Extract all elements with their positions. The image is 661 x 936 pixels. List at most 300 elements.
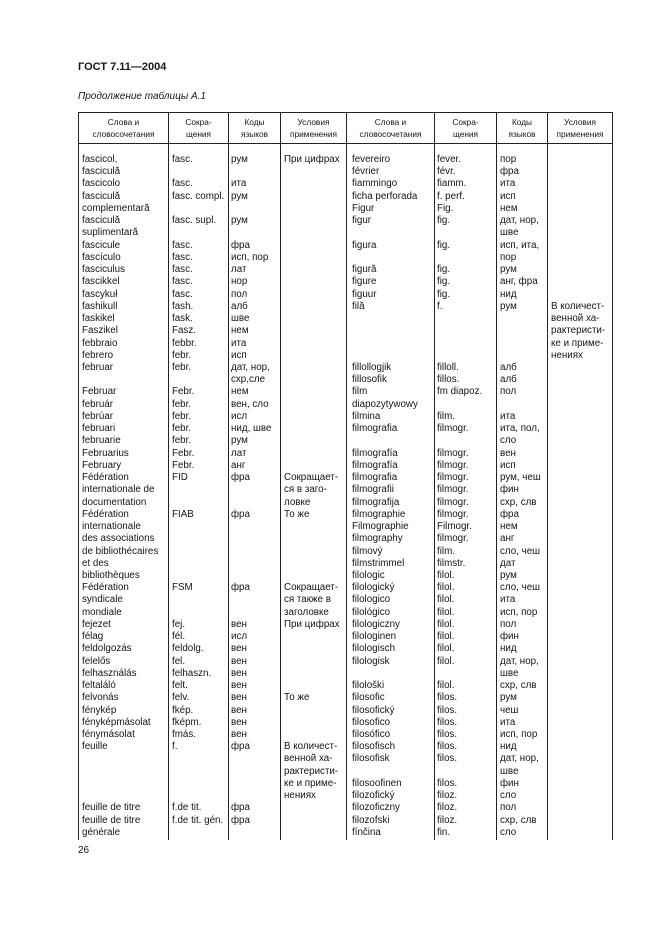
word-cell: fillosofik (352, 374, 387, 386)
usage-conditions-cell (547, 705, 613, 717)
usage-conditions-cell (547, 594, 613, 606)
word-cell: filmographie (352, 508, 406, 520)
usage-conditions-cell (280, 643, 346, 655)
word-cell: filologisch (352, 643, 396, 655)
table-row (78, 264, 346, 276)
usage-conditions-cell (280, 301, 346, 313)
abbreviation-cell: f. (437, 300, 443, 312)
language-codes-cell: фра (231, 582, 250, 594)
language-codes-cell: исп, пор (500, 729, 538, 741)
word-cell: filosofisk (352, 753, 390, 765)
abbreviation-cell: FSM (172, 582, 193, 594)
abbreviation-cell: FID (172, 472, 188, 484)
abbreviation-cell (434, 350, 496, 362)
word-cell (346, 350, 434, 362)
table-row (346, 741, 613, 753)
abbreviation-cell (168, 558, 228, 570)
table-row (78, 717, 346, 729)
usage-conditions-cell (547, 619, 613, 631)
language-codes-cell: рум (500, 264, 517, 276)
table-row (78, 802, 346, 814)
usage-conditions-cell (280, 178, 346, 190)
language-codes-cell: сло (500, 435, 517, 447)
usage-conditions-cell (547, 448, 613, 460)
abbreviation-cell: febr. (172, 349, 192, 361)
abbreviation-cell: felt. (172, 680, 188, 692)
usage-conditions-cell (547, 191, 613, 203)
table-row (346, 509, 613, 521)
abbreviation-cell: filmogr. (437, 459, 469, 471)
word-cell: februarie (82, 435, 121, 447)
language-codes-cell: ита (500, 178, 516, 190)
header-line: языков (508, 129, 536, 139)
word-cell: felvonás (82, 692, 119, 704)
usage-conditions-cell (280, 289, 346, 301)
usage-conditions-cell (547, 423, 613, 435)
language-codes-cell: рум, чеш (500, 472, 541, 484)
language-codes-cell (228, 827, 280, 839)
table-row (346, 240, 613, 252)
word-cell: Februarius (82, 447, 129, 459)
word-cell: faskikel (82, 313, 115, 325)
word-cell: fasciculă (82, 190, 121, 202)
table-row (346, 448, 613, 460)
table-row (78, 154, 346, 166)
header-line: Условия (564, 117, 596, 127)
table-row (78, 521, 346, 533)
table-row (78, 313, 346, 325)
usage-conditions-cell (547, 362, 613, 374)
language-codes-cell: дат (500, 557, 516, 569)
word-cell: figuur (352, 288, 377, 300)
table-row (78, 570, 346, 582)
usage-conditions-cell (547, 558, 613, 570)
abbreviation-cell: fasc. (172, 178, 193, 190)
abbreviation-cell (434, 252, 496, 264)
usage-conditions-cell (280, 227, 346, 239)
word-cell: feldolgozás (82, 643, 132, 655)
language-codes-cell: ита (500, 716, 516, 728)
word-cell: filmina (352, 410, 381, 422)
word-cell: filmografii (352, 484, 394, 496)
abbreviation-cell (434, 338, 496, 350)
abbreviation-cell: f. perf. (437, 190, 465, 202)
header-usage-conditions (548, 113, 612, 143)
header-line: Слова и (374, 117, 407, 127)
language-codes-cell: ита (231, 337, 247, 349)
table-row (346, 546, 613, 558)
abbreviation-cell: filoz. (437, 802, 458, 814)
word-cell: filosoofinen (352, 777, 402, 789)
abbreviation-cell: fig. (437, 215, 451, 227)
usage-conditions-cell (547, 154, 613, 166)
word-cell (346, 313, 434, 325)
table-row (346, 399, 613, 411)
table-row (346, 350, 613, 362)
header-line: Коды (244, 117, 265, 127)
usage-conditions-cell (547, 741, 613, 753)
header-line: Сокра- (185, 117, 212, 127)
language-codes-cell (496, 399, 547, 411)
language-codes-cell: нид, шве (231, 423, 272, 435)
language-codes-cell: фин (500, 484, 519, 496)
usage-conditions-cell (280, 203, 346, 215)
abbreviation-cell: filoz. (437, 814, 458, 826)
usage-conditions-cell (547, 227, 613, 239)
table-row (346, 484, 613, 496)
language-codes-cell: фра (231, 508, 250, 520)
usage-conditions-cell (280, 656, 346, 668)
word-cell: fascikkel (82, 276, 120, 288)
abbreviation-cell: fképm. (172, 716, 202, 728)
language-codes-cell: схр,сле (231, 374, 266, 386)
usage-conditions-cell (280, 802, 346, 814)
usage-conditions-cell (280, 435, 346, 447)
word-cell: filosofic (352, 692, 385, 704)
usage-conditions-cell (280, 215, 346, 227)
word-cell: félag (82, 631, 104, 643)
usage-conditions-cell: То же (284, 692, 310, 704)
usage-conditions-cell (280, 717, 346, 729)
word-cell: générale (82, 826, 121, 838)
usage-conditions-cell (547, 717, 613, 729)
language-codes-cell: чеш (500, 704, 519, 716)
table-row (346, 301, 613, 313)
table-row (346, 411, 613, 423)
word-cell: fevereiro (352, 154, 391, 165)
word-cell: Fédération (82, 508, 129, 520)
table-row (78, 533, 346, 545)
word-cell: fénykép (82, 704, 117, 716)
usage-conditions-cell (280, 166, 346, 178)
table-row (78, 680, 346, 692)
word-cell: filosofický (352, 704, 395, 716)
table-row (346, 680, 613, 692)
usage-conditions-cell: Сокращает- (284, 582, 339, 594)
usage-conditions-cell (547, 411, 613, 423)
word-cell: fasciculă (82, 166, 121, 178)
language-codes-cell: фин (500, 777, 519, 789)
abbreviation-cell (168, 497, 228, 509)
word-cell: fascicule (82, 239, 121, 251)
language-codes-cell: анг, фра (500, 276, 538, 288)
language-codes-cell: сло, чеш (500, 545, 541, 557)
table-row (78, 178, 346, 190)
word-cell: filologiczny (352, 618, 400, 630)
abbreviation-cell: fillos. (437, 374, 460, 386)
abbreviation-cell (168, 570, 228, 582)
abbreviation-cell: févr. (437, 166, 456, 178)
usage-conditions-cell (547, 399, 613, 411)
word-cell (78, 753, 168, 765)
word-cell: filológico (352, 606, 391, 618)
usage-conditions-cell (280, 240, 346, 252)
abbreviation-cell: filos. (437, 692, 458, 704)
usage-conditions-cell (547, 497, 613, 509)
table-row (78, 766, 346, 778)
table-row (78, 460, 346, 472)
word-cell (346, 435, 434, 447)
usage-conditions-cell: ловке (284, 496, 311, 508)
usage-conditions-cell (547, 827, 613, 839)
word-cell: felelős (82, 655, 111, 667)
usage-conditions-cell: рактеристи- (284, 765, 339, 777)
language-codes-cell: вен (231, 618, 247, 630)
usage-conditions-cell (280, 558, 346, 570)
usage-conditions-cell (280, 546, 346, 558)
page-number: 26 (78, 845, 90, 856)
abbreviation-cell: feldolg. (172, 643, 204, 655)
abbreviation-cell: fasc. supl. (172, 215, 217, 227)
language-codes-cell (228, 533, 280, 545)
abbreviation-cell: filmogr. (437, 508, 469, 520)
usage-conditions-cell: В количест- (551, 300, 605, 312)
usage-conditions-cell (280, 705, 346, 717)
table-row (78, 619, 346, 631)
abbreviation-cell: fasc. (172, 251, 193, 263)
abbreviation-cell (168, 607, 228, 619)
table-row (78, 191, 346, 203)
language-codes-cell: фин (500, 631, 519, 643)
word-cell: diapozytywowy (352, 398, 418, 410)
language-codes-cell: пор (500, 154, 517, 165)
table-row (346, 582, 613, 594)
table-row (78, 643, 346, 655)
table-body-left (78, 154, 346, 839)
word-cell: documentation (82, 496, 147, 508)
abbreviation-cell: filmogr. (437, 423, 469, 435)
abbreviation-cell: felv. (172, 692, 190, 704)
table-caption: Продолжение таблицы А.1 (78, 91, 206, 102)
word-cell: febbraio (82, 337, 118, 349)
abbreviation-cell: fin. (437, 826, 451, 838)
word-cell: figur (352, 215, 372, 227)
usage-conditions-cell (547, 582, 613, 594)
usage-conditions-cell: Сокращает- (284, 472, 339, 484)
word-cell: fényképmásolat (82, 716, 151, 728)
table-row (78, 166, 346, 178)
word-cell: mondiale (82, 606, 122, 618)
abbreviation-cell: febr. (172, 410, 192, 422)
abbreviation-cell (434, 227, 496, 239)
abbreviation-cell (168, 778, 228, 790)
table-row (346, 497, 613, 509)
word-cell: February (82, 459, 122, 471)
usage-conditions-cell: При цифрах (284, 618, 340, 630)
language-codes-cell (228, 790, 280, 802)
language-codes-cell (228, 607, 280, 619)
language-codes-cell: дат, нор, (500, 655, 539, 667)
word-cell (78, 766, 168, 778)
word-cell: Februar (82, 386, 117, 398)
abbreviation-cell (434, 313, 496, 325)
language-codes-cell (228, 203, 280, 215)
usage-conditions-cell (547, 252, 613, 264)
abbreviation-cell (168, 790, 228, 802)
language-codes-cell: дат, нор, (231, 361, 270, 373)
word-cell: feuille de titre (82, 814, 141, 826)
abbreviation-cell: filol. (437, 582, 455, 594)
standard-title: ГОСТ 7.11—2004 (78, 61, 167, 73)
header-line: Сокра- (452, 117, 479, 127)
abbreviation-cell: filol. (437, 606, 455, 618)
abbreviation-cell: filmogr. (437, 484, 469, 496)
header-line: щения (452, 129, 479, 139)
language-codes-cell: сло (500, 790, 517, 802)
word-cell: filologický (352, 582, 395, 594)
usage-conditions-cell (547, 166, 613, 178)
word-cell (346, 325, 434, 337)
word-cell: filmografia (352, 423, 398, 435)
language-codes-cell: шве (500, 667, 519, 679)
usage-conditions-cell (280, 276, 346, 288)
usage-conditions-cell (547, 289, 613, 301)
table-row (346, 203, 613, 215)
table-row (78, 362, 346, 374)
abbreviation-cell: fig. (437, 264, 451, 276)
table-row (346, 619, 613, 631)
abbreviation-cell: fmás. (172, 729, 196, 741)
language-codes-cell: дат, нор, (500, 753, 539, 765)
usage-conditions-cell (547, 203, 613, 215)
language-codes-cell: нор (231, 276, 248, 288)
abbreviation-cell: film. (437, 545, 455, 557)
word-cell: filologic (352, 569, 385, 581)
usage-conditions-cell (280, 570, 346, 582)
abbreviation-cell (168, 521, 228, 533)
language-codes-cell (228, 594, 280, 606)
word-cell (346, 252, 434, 264)
usage-conditions-cell (547, 264, 613, 276)
language-codes-cell (496, 350, 547, 362)
header-abbreviations (169, 113, 228, 143)
usage-conditions-cell (280, 374, 346, 386)
header-language-codes (497, 113, 547, 143)
language-codes-cell: исп (231, 349, 247, 361)
header-line: применения (290, 129, 337, 139)
word-cell: februari (82, 423, 116, 435)
table-row (346, 668, 613, 680)
usage-conditions-cell (280, 423, 346, 435)
word-cell: des associations (82, 533, 155, 545)
abbreviation-cell: fél. (172, 631, 186, 643)
usage-conditions-cell (547, 374, 613, 386)
abbreviation-cell: Fasz. (172, 325, 196, 337)
language-codes-cell: пол (231, 288, 248, 300)
abbreviation-cell: fasc. (172, 264, 193, 276)
table-row (78, 203, 346, 215)
language-codes-cell (228, 546, 280, 558)
table-row (346, 423, 613, 435)
usage-conditions-cell (547, 276, 613, 288)
abbreviation-cell: Febr. (172, 386, 195, 398)
usage-conditions-cell (547, 215, 613, 227)
language-codes-cell: шве (231, 313, 250, 325)
header-line: словосочетания (359, 129, 422, 139)
table-row (78, 582, 346, 594)
abbreviation-cell: febbr. (172, 337, 197, 349)
table-row (346, 790, 613, 802)
table-row (346, 717, 613, 729)
language-codes-cell: шве (500, 765, 519, 777)
table-row (78, 509, 346, 521)
abbreviation-cell: fever. (437, 154, 461, 165)
word-cell: filmografía (352, 459, 398, 471)
abbreviation-cell: filos. (437, 704, 458, 716)
table-row (346, 631, 613, 643)
table-row (78, 215, 346, 227)
abbreviation-cell (168, 203, 228, 215)
usage-conditions-cell (280, 631, 346, 643)
abbreviation-cell: fasc. compl. (172, 190, 225, 202)
usage-conditions-cell: ся в заго- (284, 484, 327, 496)
header-abbreviations (435, 113, 496, 143)
usage-conditions-cell (280, 533, 346, 545)
header-line: применения (556, 129, 604, 139)
header-line: Слова и (107, 117, 140, 127)
usage-conditions-cell: венной ха- (551, 313, 600, 325)
table-row (346, 154, 613, 166)
usage-conditions-cell: венной ха- (284, 753, 333, 765)
abbreviation-cell (168, 374, 228, 386)
table-row (346, 178, 613, 190)
table-row (78, 423, 346, 435)
language-codes-cell (228, 766, 280, 778)
usage-conditions-cell: При цифрах (284, 154, 340, 165)
table-row (346, 338, 613, 350)
abbreviation-cell: fig. (437, 276, 451, 288)
language-codes-cell: схр, слв (500, 496, 537, 508)
language-codes-cell (496, 338, 547, 350)
language-codes-cell (228, 484, 280, 496)
language-codes-cell: вен (231, 667, 247, 679)
word-cell: filološki (352, 680, 385, 692)
language-codes-cell: пол (500, 618, 517, 630)
table-body-right (346, 154, 613, 839)
usage-conditions-cell (547, 778, 613, 790)
language-codes-cell: анг (231, 459, 246, 471)
table-row (346, 289, 613, 301)
abbreviation-cell (168, 594, 228, 606)
language-codes-cell: сло, чеш (500, 582, 541, 594)
usage-conditions-cell (547, 753, 613, 765)
usage-conditions-cell (280, 325, 346, 337)
usage-conditions-cell (547, 460, 613, 472)
abbreviation-cell: fash. (172, 300, 194, 312)
word-cell: filozofski (352, 814, 390, 826)
language-codes-cell: сло (500, 826, 517, 838)
table-row (78, 815, 346, 827)
usage-conditions-cell (280, 350, 346, 362)
table-row (346, 313, 613, 325)
table-row (346, 386, 613, 398)
abbreviations-table (78, 112, 613, 840)
usage-conditions-cell (547, 643, 613, 655)
abbreviation-cell: filol. (437, 618, 455, 630)
abbreviation-cell (168, 227, 228, 239)
language-codes-cell (228, 166, 280, 178)
word-cell: syndicale (82, 594, 123, 606)
usage-conditions-cell (547, 521, 613, 533)
word-cell: filmografija (352, 496, 400, 508)
word-cell (346, 766, 434, 778)
abbreviation-cell (434, 325, 496, 337)
abbreviation-cell: Filmogr. (437, 521, 472, 533)
table-row (78, 558, 346, 570)
table-row (78, 350, 346, 362)
abbreviation-cell: fej. (172, 618, 186, 630)
word-cell: ficha perforada (352, 190, 418, 202)
